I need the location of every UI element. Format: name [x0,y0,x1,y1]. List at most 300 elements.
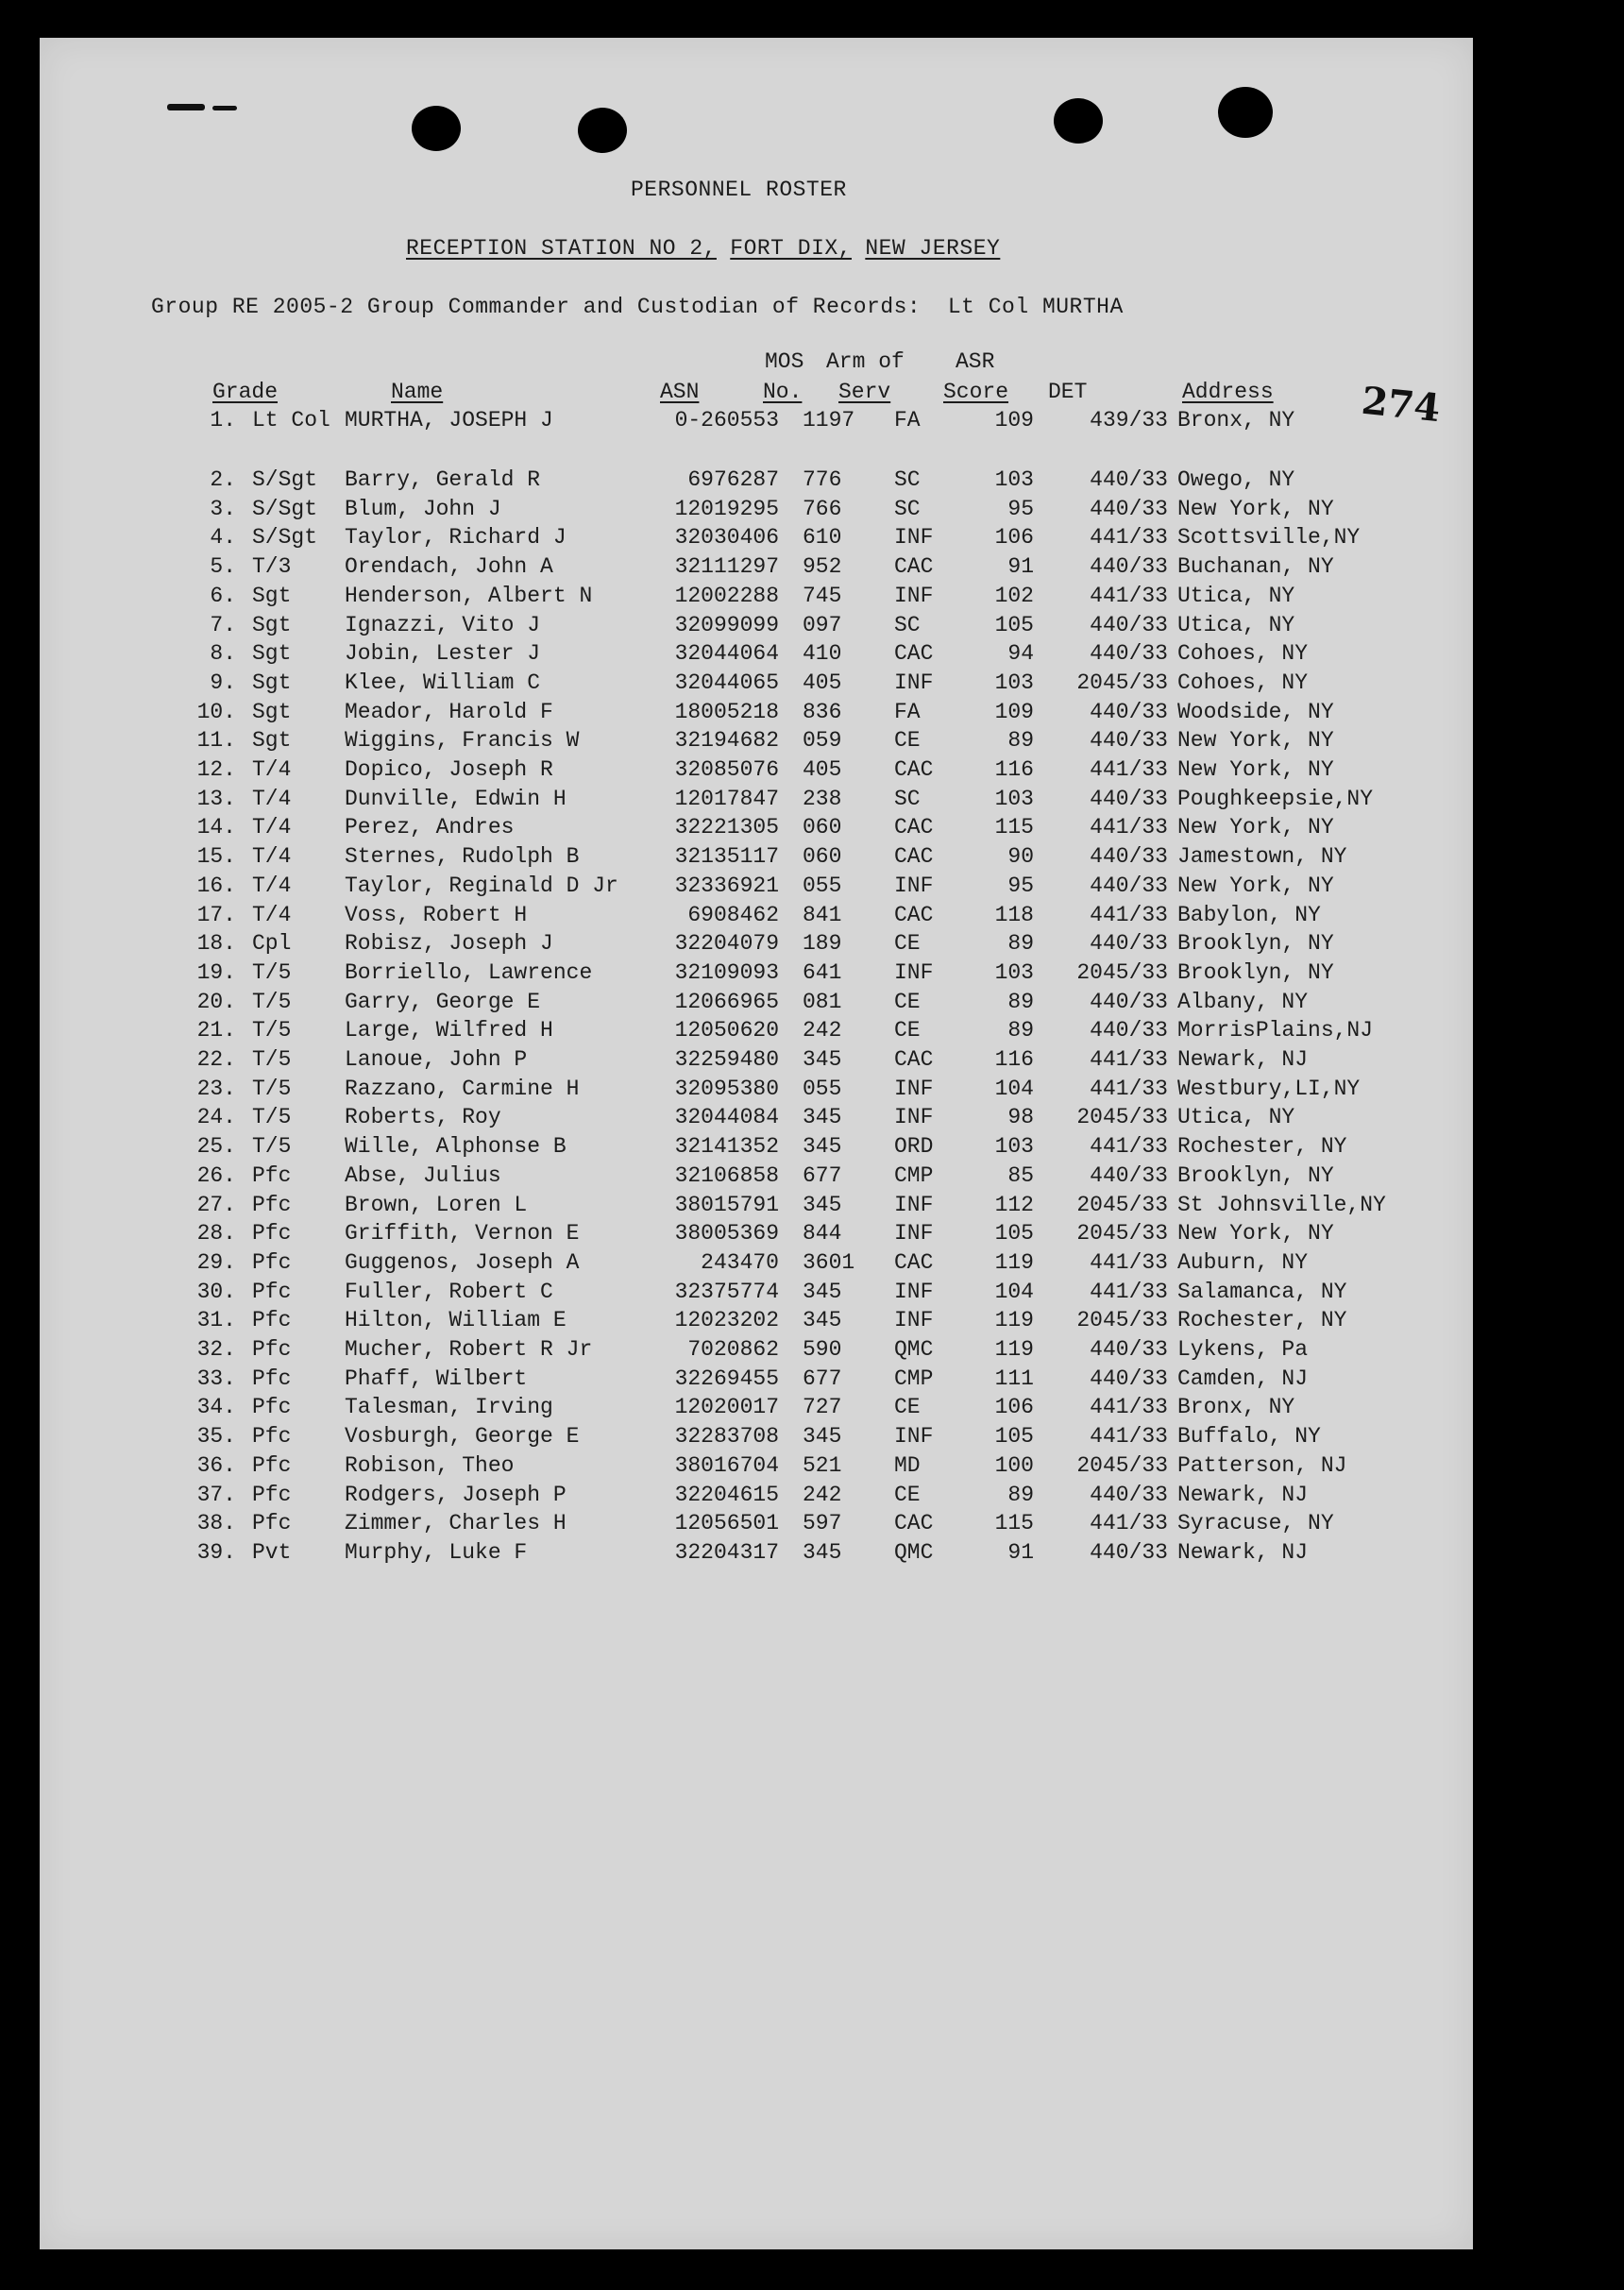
row-grade: T/4 [252,873,292,898]
row-name: Griffith, Vernon E [345,1221,580,1247]
row-grade: Sgt [252,612,292,637]
row-asn: 12056501 [674,1511,779,1536]
row-score: 118 [994,902,1034,927]
row-num: 9. [210,670,236,695]
table-row [40,1221,1456,1249]
row-grade: Sgt [252,583,292,608]
row-det: 440/33 [1090,728,1168,754]
row-score: 105 [994,1221,1034,1247]
row-mos: 766 [803,496,842,521]
column-header-score-top: ASR [956,349,995,374]
row-det: 441/33 [1090,815,1168,840]
row-grade: T/4 [252,815,292,840]
row-grade: T/5 [252,1018,292,1043]
row-mos: 590 [803,1337,842,1362]
row-num: 16. [196,873,236,898]
table-row [40,1483,1456,1511]
row-num: 7. [210,612,236,637]
row-grade: T/5 [252,989,292,1014]
row-mos: 055 [803,1076,842,1101]
table-row [40,1424,1456,1452]
row-mos: 677 [803,1366,842,1391]
row-grade: Pfc [252,1424,292,1450]
row-mos: 745 [803,583,842,608]
row-address: Utica, NY [1177,583,1295,608]
row-grade: T/3 [252,554,292,580]
row-name: Lanoue, John P [345,1047,528,1072]
row-arm: ORD [894,1134,934,1160]
row-det: 2045/33 [1076,1192,1168,1217]
row-name: Talesman, Irving [345,1395,553,1420]
column-header-name: Name [391,380,444,404]
row-address: Camden, NJ [1177,1366,1309,1391]
row-mos: 521 [803,1452,842,1478]
table-row [40,1395,1456,1423]
row-asn: 32085076 [674,757,779,782]
row-mos: 238 [803,786,842,811]
row-address: Westbury,LI,NY [1177,1076,1361,1101]
row-arm: CAC [894,554,934,580]
row-det: 2045/33 [1076,1105,1168,1130]
column-header-address: Address [1182,380,1274,404]
column-header-arm-bottom: Serv [838,380,891,404]
row-det: 440/33 [1090,467,1168,492]
column-header-score-bottom: Score [943,380,1009,404]
row-num: 4. [210,525,236,551]
row-det: 2045/33 [1076,670,1168,695]
row-arm: INF [894,1192,934,1217]
row-asn: 32095380 [674,1076,779,1101]
row-mos: 345 [803,1047,842,1072]
row-asn: 38016704 [674,1452,779,1478]
row-num: 31. [196,1308,236,1333]
row-address: Brooklyn, NY [1177,1162,1334,1188]
table-row [40,641,1456,670]
row-num: 36. [196,1452,236,1478]
row-name: MURTHA, JOSEPH J [345,408,553,433]
row-asn: 6908462 [687,902,779,927]
row-asn: 32111297 [674,554,779,580]
row-address: New York, NY [1177,728,1334,754]
row-name: Orendach, John A [345,554,553,580]
row-det: 440/33 [1090,931,1168,957]
table-row [40,960,1456,989]
row-arm: CAC [894,641,934,667]
table-row [40,815,1456,843]
row-det: 440/33 [1090,1162,1168,1188]
row-asn: 243470 [701,1249,779,1275]
row-arm: INF [894,670,934,695]
row-address: Brooklyn, NY [1177,931,1334,957]
row-det: 441/33 [1090,1511,1168,1536]
row-arm: CE [894,1018,921,1043]
row-arm: INF [894,1424,934,1450]
row-arm: CAC [894,815,934,840]
row-det: 2045/33 [1076,959,1168,985]
row-det: 440/33 [1090,641,1168,667]
row-name: Ignazzi, Vito J [345,612,541,637]
table-row [40,1453,1456,1482]
row-asn: 32044084 [674,1105,779,1130]
row-num: 33. [196,1366,236,1391]
row-name: Meador, Harold F [345,699,553,724]
table-row [40,467,1456,496]
row-arm: SC [894,467,921,492]
table-row [40,1540,1456,1569]
row-num: 37. [196,1482,236,1507]
table-row [40,1163,1456,1192]
row-score: 105 [994,1424,1034,1450]
ink-mark [212,106,237,110]
row-det: 440/33 [1090,873,1168,898]
row-address: Poughkeepsie,NY [1177,786,1374,811]
row-num: 21. [196,1018,236,1043]
row-score: 104 [994,1279,1034,1304]
row-grade: T/4 [252,844,292,870]
row-asn: 32204615 [674,1482,779,1507]
row-mos: 345 [803,1105,842,1130]
row-mos: 405 [803,670,842,695]
row-det: 2045/33 [1076,1452,1168,1478]
row-name: Mucher, Robert R Jr [345,1337,593,1362]
document-subtitle: RECEPTION STATION NO 2, FORT DIX, NEW JERSEY [406,236,1001,261]
row-asn: 32194682 [674,728,779,754]
row-num: 6. [210,583,236,608]
row-asn: 32044065 [674,670,779,695]
row-score: 119 [994,1337,1034,1362]
row-det: 440/33 [1090,844,1168,870]
row-num: 25. [196,1134,236,1160]
row-address: St Johnsville,NY [1177,1192,1386,1217]
row-arm: CE [894,1395,921,1420]
row-score: 103 [994,959,1034,985]
row-arm: QMC [894,1539,934,1565]
table-row [40,1047,1456,1076]
row-name: Blum, John J [345,496,501,521]
group-line: Group RE 2005-2 Group Commander and Custodian of Records: Lt Col MURTHA [151,295,1124,319]
row-asn: 12023202 [674,1308,779,1333]
row-score: 119 [994,1249,1034,1275]
row-num: 35. [196,1424,236,1450]
row-grade: Pfc [252,1366,292,1391]
punch-hole [1054,98,1103,144]
row-det: 441/33 [1090,902,1168,927]
row-arm: MD [894,1452,921,1478]
row-num: 2. [210,467,236,492]
row-address: Auburn, NY [1177,1249,1309,1275]
row-asn: 32375774 [674,1279,779,1304]
row-mos: 952 [803,554,842,580]
row-grade: Pfc [252,1249,292,1275]
row-asn: 12002288 [674,583,779,608]
row-address: Utica, NY [1177,612,1295,637]
row-det: 440/33 [1090,612,1168,637]
row-mos: 055 [803,873,842,898]
row-address: Babylon, NY [1177,902,1321,927]
row-num: 34. [196,1395,236,1420]
row-num: 3. [210,496,236,521]
row-address: Syracuse, NY [1177,1511,1334,1536]
row-arm: SC [894,612,921,637]
row-arm: CAC [894,1047,934,1072]
column-header-mos-bottom: No. [763,380,803,404]
row-score: 95 [1007,873,1034,898]
row-name: Phaff, Wilbert [345,1366,528,1391]
row-address: Cohoes, NY [1177,670,1309,695]
row-mos: 060 [803,844,842,870]
table-row [40,554,1456,583]
table-row [40,408,1456,436]
row-asn: 0-260553 [674,408,779,433]
row-grade: T/5 [252,1076,292,1101]
row-name: Roberts, Roy [345,1105,501,1130]
row-asn: 32221305 [674,815,779,840]
row-score: 105 [994,612,1034,637]
row-det: 441/33 [1090,1424,1168,1450]
row-num: 23. [196,1076,236,1101]
row-asn: 12017847 [674,786,779,811]
row-num: 28. [196,1221,236,1247]
row-mos: 345 [803,1539,842,1565]
row-det: 441/33 [1090,1134,1168,1160]
row-address: Patterson, NJ [1177,1452,1347,1478]
row-grade: T/5 [252,1047,292,1072]
row-mos: 610 [803,525,842,551]
row-score: 100 [994,1452,1034,1478]
row-grade: T/4 [252,902,292,927]
row-address: Scottsville,NY [1177,525,1361,551]
row-num: 27. [196,1192,236,1217]
row-det: 440/33 [1090,786,1168,811]
row-name: Murphy, Luke F [345,1539,528,1565]
row-mos: 059 [803,728,842,754]
row-mos: 836 [803,699,842,724]
row-address: Utica, NY [1177,1105,1295,1130]
ink-mark [167,104,205,110]
row-asn: 12050620 [674,1018,779,1043]
row-det: 441/33 [1090,1249,1168,1275]
row-arm: CAC [894,902,934,927]
row-asn: 32109093 [674,959,779,985]
row-asn: 32135117 [674,844,779,870]
row-mos: 345 [803,1279,842,1304]
table-row [40,1077,1456,1105]
row-name: Taylor, Richard J [345,525,567,551]
table-row [40,1250,1456,1279]
row-name: Garry, George E [345,989,541,1014]
row-address: Bronx, NY [1177,1395,1295,1420]
row-num: 24. [196,1105,236,1130]
table-row [40,990,1456,1018]
row-arm: FA [894,408,921,433]
document-title: PERSONNEL ROSTER [631,178,847,202]
row-score: 119 [994,1308,1034,1333]
row-name: Jobin, Lester J [345,641,541,667]
row-det: 440/33 [1090,1337,1168,1362]
row-mos: 677 [803,1162,842,1188]
row-score: 89 [1007,1482,1034,1507]
row-mos: 597 [803,1511,842,1536]
row-arm: CAC [894,844,934,870]
column-header-asn: ASN [660,380,700,404]
row-address: Jamestown, NY [1177,844,1347,870]
row-name: Dunville, Edwin H [345,786,567,811]
row-num: 29. [196,1249,236,1275]
row-score: 111 [994,1366,1034,1391]
row-grade: T/5 [252,1134,292,1160]
table-row [40,1366,1456,1395]
row-address: Cohoes, NY [1177,641,1309,667]
row-mos: 1197 [803,408,855,433]
row-mos: 081 [803,989,842,1014]
row-det: 441/33 [1090,525,1168,551]
row-address: Newark, NJ [1177,1539,1309,1565]
row-grade: Pfc [252,1279,292,1304]
row-mos: 410 [803,641,842,667]
row-name: Sternes, Rudolph B [345,844,580,870]
page-number: 274 [1359,378,1443,432]
row-score: 103 [994,786,1034,811]
row-score: 89 [1007,728,1034,754]
row-score: 115 [994,815,1034,840]
row-det: 440/33 [1090,496,1168,521]
table-row [40,670,1456,699]
row-name: Zimmer, Charles H [345,1511,567,1536]
row-name: Borriello, Lawrence [345,959,593,985]
row-name: Large, Wilfred H [345,1018,553,1043]
row-arm: CAC [894,757,934,782]
row-address: Buffalo, NY [1177,1424,1321,1450]
row-grade: S/Sgt [252,525,318,551]
row-det: 2045/33 [1076,1308,1168,1333]
row-asn: 32204079 [674,931,779,957]
row-address: New York, NY [1177,1221,1334,1247]
row-det: 441/33 [1090,1279,1168,1304]
row-grade: Pfc [252,1511,292,1536]
row-score: 106 [994,525,1034,551]
row-grade: Sgt [252,728,292,754]
table-row [40,1018,1456,1046]
row-asn: 32141352 [674,1134,779,1160]
row-address: Newark, NJ [1177,1047,1309,1072]
row-address: Owego, NY [1177,467,1295,492]
row-asn: 12066965 [674,989,779,1014]
row-num: 11. [196,728,236,754]
row-grade: S/Sgt [252,496,318,521]
table-row [40,700,1456,728]
row-mos: 345 [803,1424,842,1450]
row-mos: 060 [803,815,842,840]
row-mos: 345 [803,1134,842,1160]
table-row [40,1105,1456,1133]
row-det: 441/33 [1090,583,1168,608]
row-score: 102 [994,583,1034,608]
row-name: Razzano, Carmine H [345,1076,580,1101]
row-grade: Pfc [252,1192,292,1217]
row-name: Wiggins, Francis W [345,728,580,754]
row-mos: 189 [803,931,842,957]
row-name: Dopico, Joseph R [345,757,553,782]
punch-hole [578,108,627,153]
row-asn: 32099099 [674,612,779,637]
row-arm: INF [894,583,934,608]
row-grade: Sgt [252,699,292,724]
row-asn: 32030406 [674,525,779,551]
row-arm: CE [894,1482,921,1507]
row-score: 89 [1007,1018,1034,1043]
row-score: 103 [994,670,1034,695]
table-row [40,757,1456,786]
row-arm: INF [894,873,934,898]
row-score: 91 [1007,554,1034,580]
column-header-arm-top: Arm of [826,349,905,374]
row-arm: SC [894,496,921,521]
row-mos: 242 [803,1018,842,1043]
row-asn: 32283708 [674,1424,779,1450]
row-address: Lykens, Pa [1177,1337,1309,1362]
table-row [40,525,1456,553]
row-det: 440/33 [1090,1366,1168,1391]
row-mos: 727 [803,1395,842,1420]
row-name: Wille, Alphonse B [345,1134,567,1160]
row-mos: 776 [803,467,842,492]
row-arm: INF [894,525,934,551]
row-arm: INF [894,1105,934,1130]
row-num: 15. [196,844,236,870]
row-num: 32. [196,1337,236,1362]
row-name: Rodgers, Joseph P [345,1482,567,1507]
row-num: 18. [196,931,236,957]
row-det: 441/33 [1090,1395,1168,1420]
row-score: 98 [1007,1105,1034,1130]
row-score: 89 [1007,989,1034,1014]
row-address: Buchanan, NY [1177,554,1334,580]
row-score: 94 [1007,641,1034,667]
row-address: New York, NY [1177,757,1334,782]
row-arm: SC [894,786,921,811]
row-arm: CE [894,728,921,754]
table-row [40,584,1456,612]
table-row [40,1280,1456,1308]
row-address: New York, NY [1177,815,1334,840]
row-score: 104 [994,1076,1034,1101]
row-asn: 32106858 [674,1162,779,1188]
row-name: Barry, Gerald R [345,467,541,492]
table-row [40,728,1456,756]
row-mos: 405 [803,757,842,782]
row-mos: 345 [803,1308,842,1333]
row-mos: 844 [803,1221,842,1247]
row-num: 30. [196,1279,236,1304]
roster-page [40,38,1473,2249]
row-det: 440/33 [1090,699,1168,724]
row-address: Salamanca, NY [1177,1279,1347,1304]
column-header-mos-top: MOS [765,349,804,374]
row-name: Voss, Robert H [345,902,528,927]
table-row [40,613,1456,641]
row-num: 10. [196,699,236,724]
row-score: 116 [994,1047,1034,1072]
row-num: 20. [196,989,236,1014]
row-arm: QMC [894,1337,934,1362]
row-address: Woodside, NY [1177,699,1334,724]
row-num: 1. [210,408,236,433]
row-score: 90 [1007,844,1034,870]
row-arm: INF [894,1279,934,1304]
row-score: 103 [994,467,1034,492]
row-score: 112 [994,1192,1034,1217]
table-row [40,844,1456,873]
